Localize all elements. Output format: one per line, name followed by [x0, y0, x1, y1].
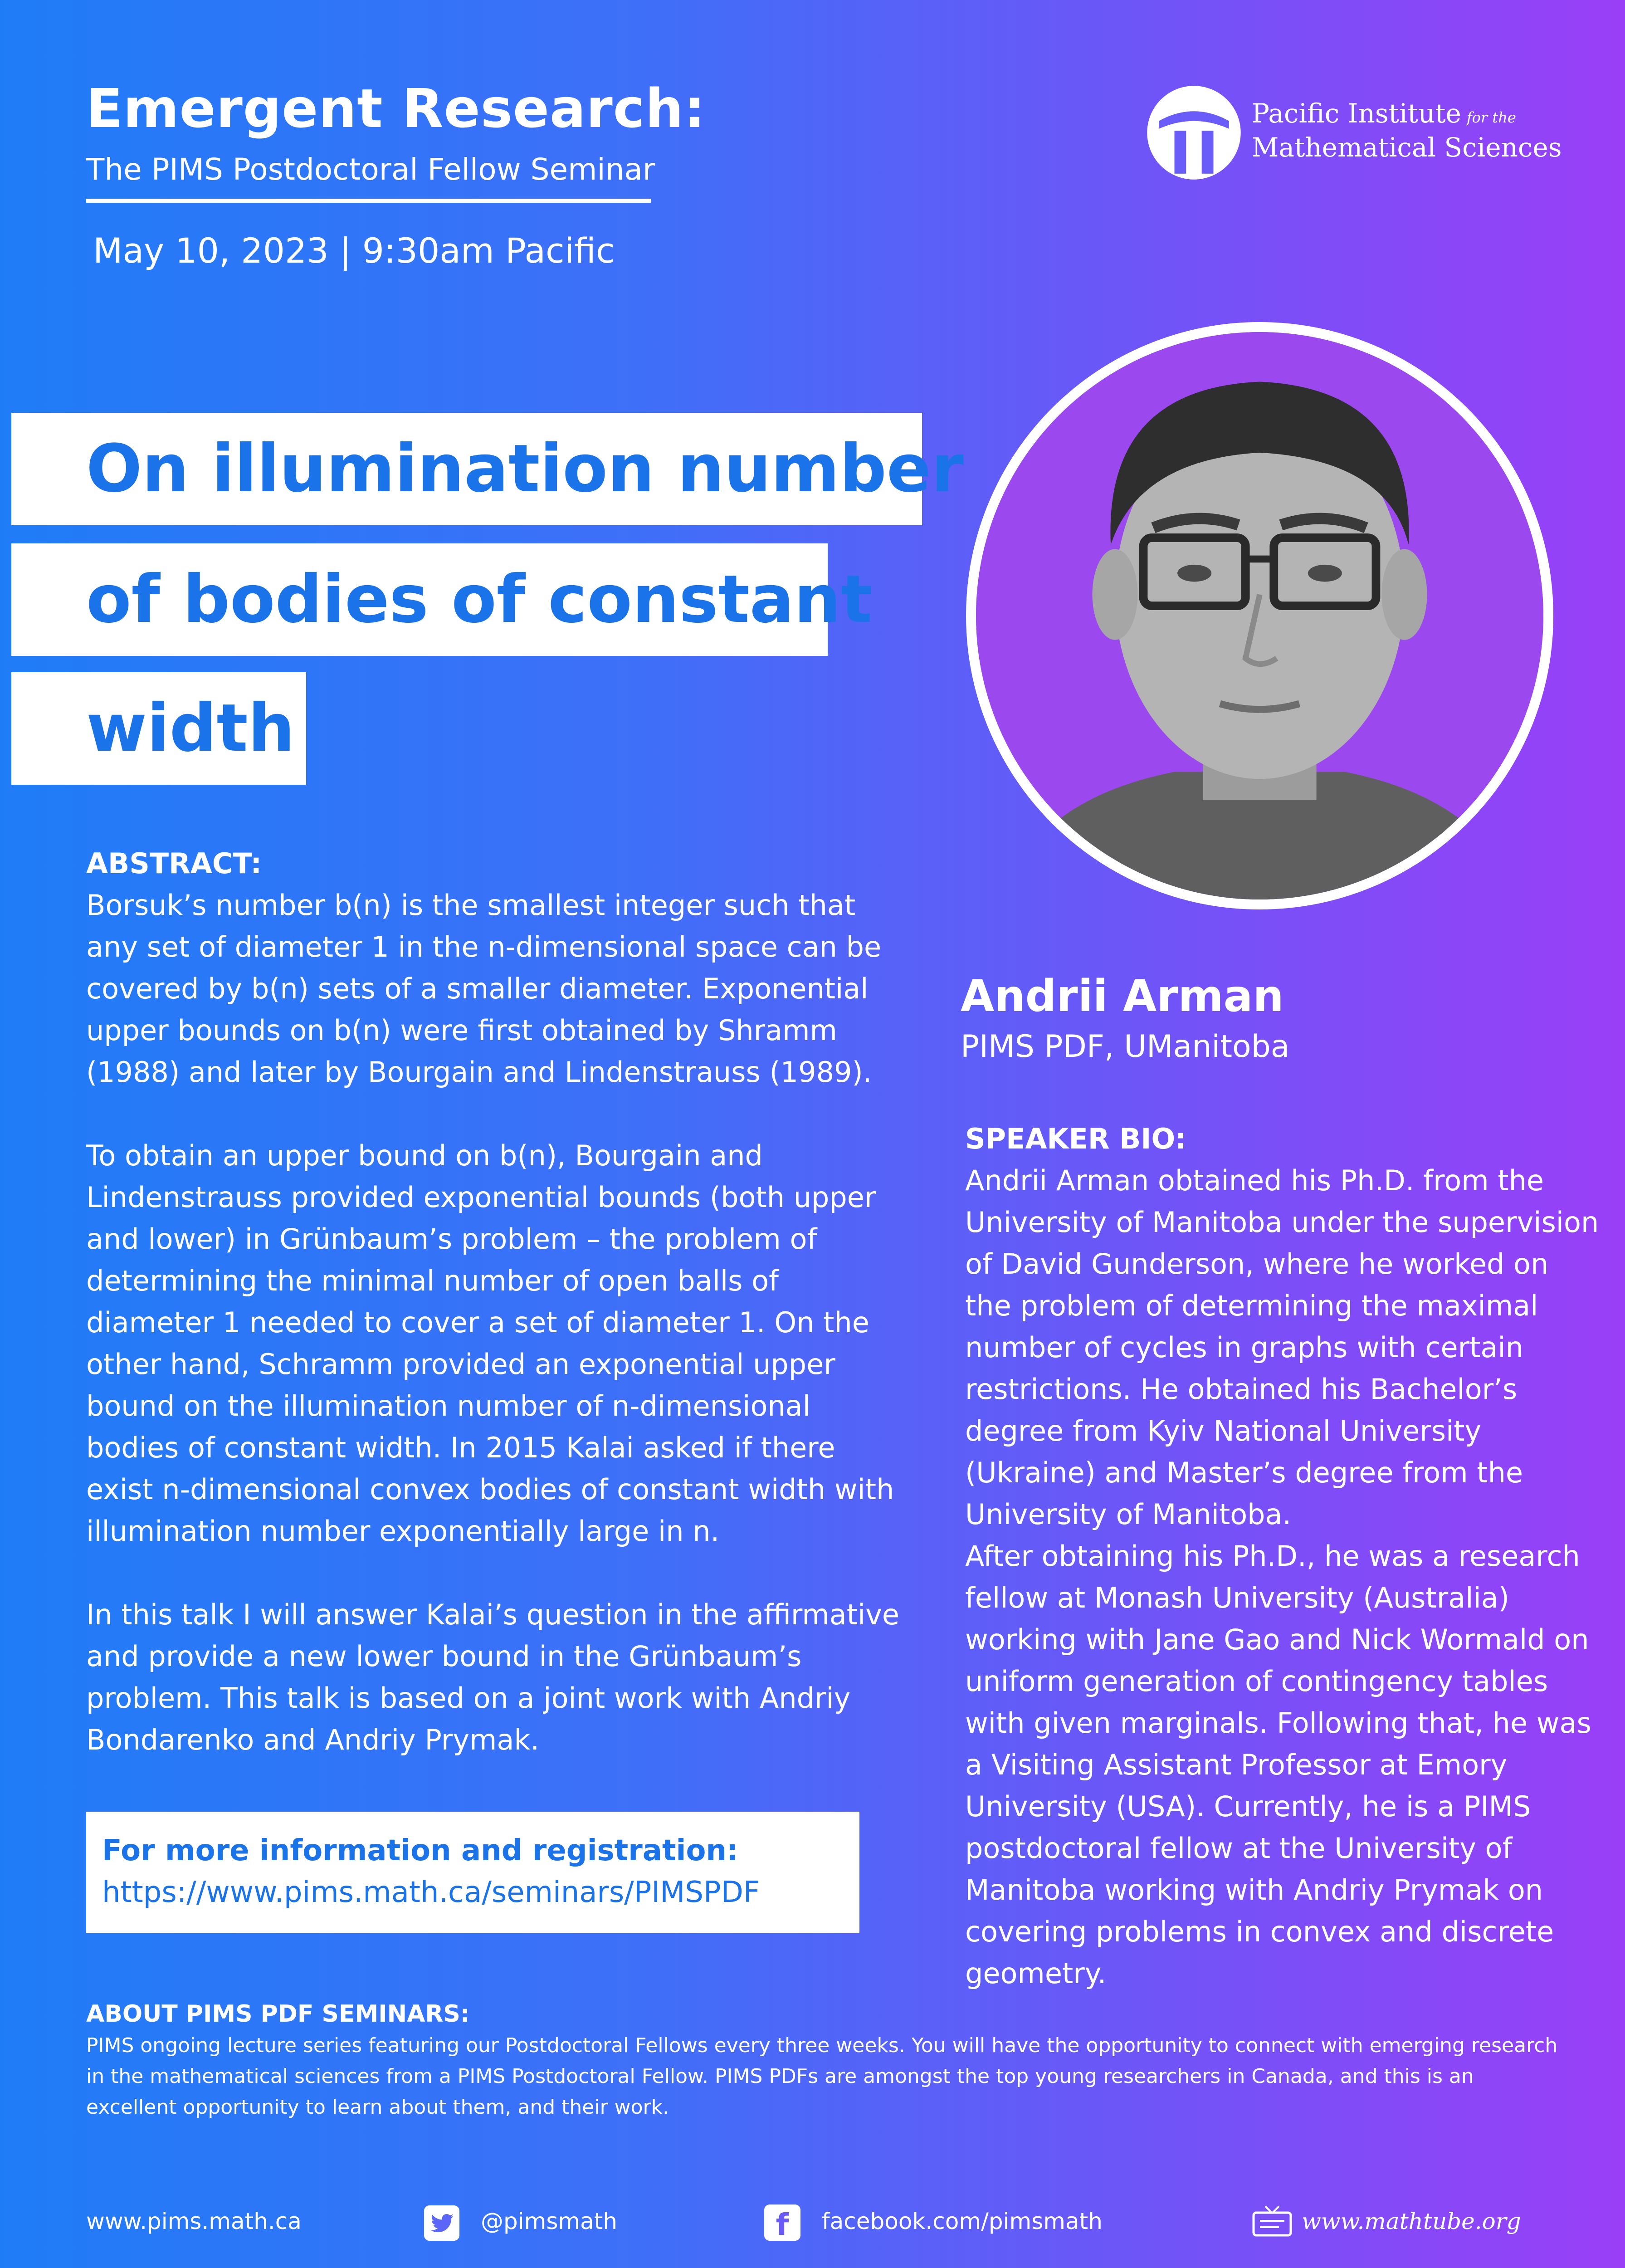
date-time: May 10, 2023 | 9:30am Pacific: [93, 230, 615, 271]
registration-box: [86, 1812, 859, 1933]
logo-line1-small: for the: [1466, 109, 1516, 126]
subtitle-underline: [86, 199, 651, 203]
talk-title-line-3: width: [11, 672, 306, 785]
abstract-paragraph-1: Borsuk’s number b(n) is the smallest integer such that any set of diameter 1 in the n-dimensional space can be covered by b(n) sets of a smaller diameter. Exponential upper bounds on b(n) were first obtained by Shramm (1988) and later by Bourgain and Lindenstrauss (1989).: [86, 889, 882, 1089]
bio-paragraph-1: Andrii Arman obtained his Ph.D. from the University of Manitoba under the supervision of David Gunderson, where he worked on the problem of determining the maximal number of cycles in graphs with certain restrictions. He obtained his Bachelor’s degree from Kyiv National University (Ukraine) and Master’s degree from the University of Manitoba.: [965, 1164, 1599, 1531]
bio-paragraph-2: After obtaining his Ph.D., he was a research fellow at Monash University (Australia) working with Jane Gao and Nick Wormald on uniform generation of contingency tables with given marginals. Following that, he was a Visiting Assistant Professor at Emory University (USA). Currently, he is a PIMS postdoctoral fellow at the University of Manitoba working with Andriy Prymak on covering problems in convex and discrete geometry.: [965, 1540, 1591, 1990]
series-subtitle: The PIMS Postdoctoral Fellow Seminar: [86, 152, 655, 187]
abstract-heading: ABSTRACT:: [86, 847, 262, 880]
facebook-icon[interactable]: f: [764, 2204, 800, 2241]
talk-title-line-1: On illumination number: [11, 413, 922, 525]
mathtube-icon[interactable]: [1252, 2205, 1293, 2237]
footer-website-link[interactable]: www.pims.math.ca: [86, 2208, 302, 2234]
speaker-name: Andrii Arman: [961, 971, 1284, 1022]
series-title: Emergent Research:: [86, 77, 706, 140]
pims-logo-icon: [1145, 84, 1243, 181]
footer-mathtube-link[interactable]: www.mathtube.org: [1302, 2208, 1521, 2234]
talk-title-line-2: of bodies of constant: [11, 543, 828, 656]
twitter-icon[interactable]: [424, 2205, 459, 2241]
footer-twitter-link[interactable]: @pimsmath: [481, 2208, 618, 2234]
pims-logo-text: [1252, 98, 1562, 162]
abstract-paragraph-2: To obtain an upper bound on b(n), Bourgain and Lindenstrauss provided exponential bounds (both upper and lower) in Grünbaum’s problem – the problem of determining the minimal number of open balls of diameter 1 needed to cover a set of diameter 1. On the other hand, Schramm provided an exponential upper bound on the illumination number of n-dimensional bodies of constant width. In 2015 Kalai asked if there exist n-dimensional convex bodies of constant width with illumination number exponentially large in n.: [86, 1139, 894, 1548]
registration-heading: For more information and registration:: [102, 1834, 738, 1867]
speaker-photo: [976, 332, 1543, 899]
registration-link[interactable]: https://www.pims.math.ca/seminars/PIMSPDF: [102, 1876, 760, 1909]
speaker-affiliation: PIMS PDF, UManitoba: [961, 1029, 1290, 1065]
pims-logo: [1145, 84, 1562, 188]
about-section: [86, 1998, 1565, 2123]
logo-line1: Pacific Institute: [1252, 98, 1461, 129]
about-text: PIMS ongoing lecture series featuring our Postdoctoral Fellows every three weeks. You will have the opportunity to connect with emerging research in the mathematical sciences from a PIMS Postdoctoral Fellow. PIMS PDFs are amongst the top young researchers in Canada, and this is an excellent opportunity to learn about them, and their work.: [86, 2034, 1558, 2119]
logo-line2: Mathematical Sciences: [1252, 132, 1562, 163]
bio-heading: SPEAKER BIO:: [965, 1122, 1186, 1155]
footer-facebook-link[interactable]: facebook.com/pimsmath: [822, 2208, 1103, 2234]
abstract-paragraph-3: In this talk I will answer Kalai’s question in the affirmative and provide a new lower bound in the Grünbaum’s problem. This talk is based on a joint work with Andriy Bondarenko and Andriy Prymak.: [86, 1598, 900, 1756]
abstract-section: [86, 843, 903, 1803]
speaker-bio: [965, 1118, 1600, 1994]
speaker-portrait: [966, 322, 1553, 909]
about-heading: ABOUT PIMS PDF SEMINARS:: [86, 2000, 470, 2028]
